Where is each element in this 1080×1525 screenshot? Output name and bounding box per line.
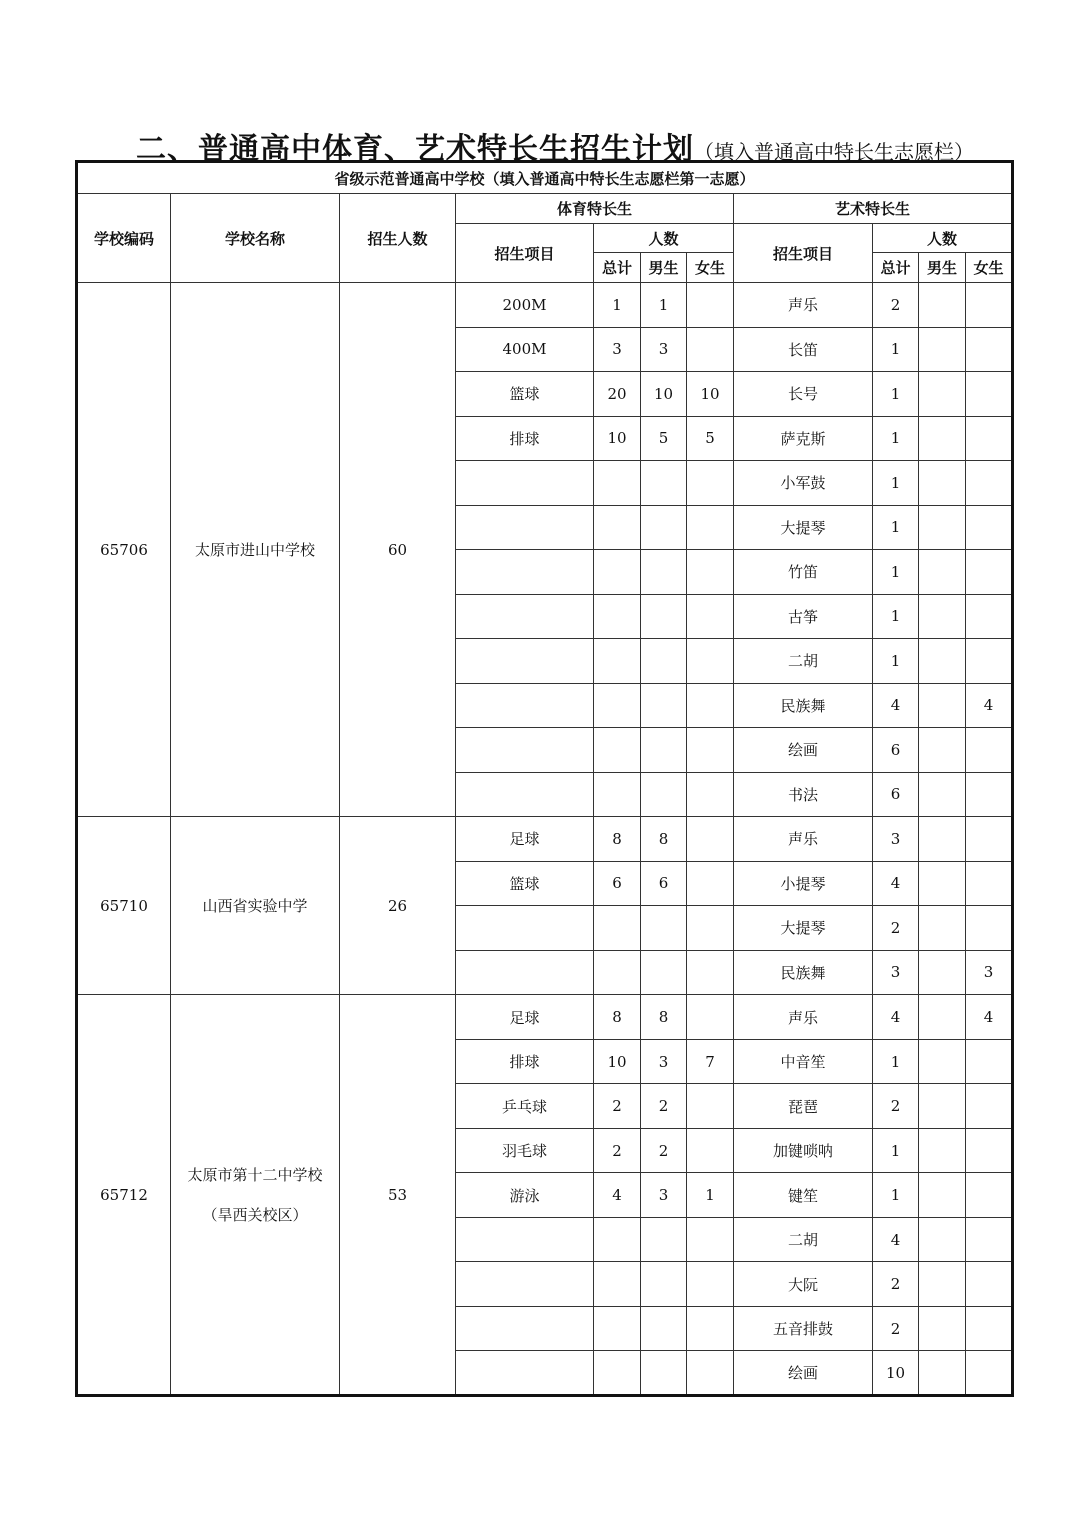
sports-total <box>594 550 641 595</box>
arts-male <box>919 861 966 906</box>
arts-male <box>919 416 966 461</box>
sports-male <box>641 461 687 506</box>
arts-female <box>966 861 1013 906</box>
arts-female <box>966 1128 1013 1173</box>
arts-female <box>966 594 1013 639</box>
sports-female <box>687 1128 734 1173</box>
sports-female <box>687 594 734 639</box>
enrollment-plan-table <box>75 160 1014 1397</box>
sports-male: 10 <box>641 372 687 417</box>
arts-item: 大提琴 <box>734 505 873 550</box>
arts-female <box>966 327 1013 372</box>
sports-female <box>687 505 734 550</box>
school-enrollment: 60 <box>340 283 456 817</box>
arts-item: 萨克斯 <box>734 416 873 461</box>
sports-item <box>456 639 594 684</box>
sports-total: 3 <box>594 327 641 372</box>
sports-female <box>687 1351 734 1396</box>
sports-female <box>687 1217 734 1262</box>
arts-female <box>966 505 1013 550</box>
sports-item: 足球 <box>456 817 594 862</box>
header-arts-item: 招生项目 <box>734 224 873 283</box>
sports-total <box>594 1262 641 1307</box>
arts-male <box>919 1262 966 1307</box>
arts-female <box>966 1084 1013 1129</box>
arts-total: 1 <box>873 416 919 461</box>
header-sports-item: 招生项目 <box>456 224 594 283</box>
arts-female <box>966 728 1013 773</box>
sports-male <box>641 1217 687 1262</box>
arts-male <box>919 728 966 773</box>
sports-total: 2 <box>594 1128 641 1173</box>
sports-item <box>456 1217 594 1262</box>
page-title <box>136 124 1036 167</box>
sports-female <box>687 950 734 995</box>
arts-female <box>966 416 1013 461</box>
sports-total <box>594 1217 641 1262</box>
arts-male <box>919 1084 966 1129</box>
header-school-code: 学校编码 <box>77 194 171 283</box>
sports-male <box>641 594 687 639</box>
arts-total: 3 <box>873 817 919 862</box>
arts-male <box>919 1173 966 1218</box>
header-sports-female: 女生 <box>687 253 734 283</box>
sports-male: 3 <box>641 1173 687 1218</box>
sports-female <box>687 1084 734 1129</box>
sports-female <box>687 861 734 906</box>
arts-male <box>919 1306 966 1351</box>
school-name <box>171 283 340 817</box>
arts-item: 书法 <box>734 772 873 817</box>
arts-item: 竹笛 <box>734 550 873 595</box>
sports-male: 6 <box>641 861 687 906</box>
arts-total: 2 <box>873 1262 919 1307</box>
arts-item: 二胡 <box>734 639 873 684</box>
section-title: 省级示范普通高中学校（填入普通高中特长生志愿栏第一志愿） <box>77 162 1013 194</box>
sports-male <box>641 906 687 951</box>
arts-female <box>966 906 1013 951</box>
arts-item: 声乐 <box>734 283 873 328</box>
arts-female <box>966 461 1013 506</box>
sports-female: 7 <box>687 1039 734 1084</box>
sports-female <box>687 461 734 506</box>
arts-female <box>966 1262 1013 1307</box>
sports-total <box>594 1351 641 1396</box>
header-school-name: 学校名称 <box>171 194 340 283</box>
arts-total: 10 <box>873 1351 919 1396</box>
arts-item: 大阮 <box>734 1262 873 1307</box>
arts-female <box>966 772 1013 817</box>
sports-male <box>641 550 687 595</box>
arts-male <box>919 550 966 595</box>
sports-total <box>594 505 641 550</box>
sports-total <box>594 772 641 817</box>
arts-female <box>966 372 1013 417</box>
sports-item <box>456 683 594 728</box>
arts-total: 1 <box>873 550 919 595</box>
sports-item: 400M <box>456 327 594 372</box>
sports-item: 羽毛球 <box>456 1128 594 1173</box>
school-name-line: 太原市第十二中学校 <box>187 1165 323 1184</box>
sports-male <box>641 1262 687 1307</box>
sports-male <box>641 683 687 728</box>
arts-female <box>966 1173 1013 1218</box>
arts-male <box>919 683 966 728</box>
sports-female: 10 <box>687 372 734 417</box>
sports-item: 排球 <box>456 1039 594 1084</box>
arts-item: 长笛 <box>734 327 873 372</box>
sports-female <box>687 1306 734 1351</box>
sports-male: 2 <box>641 1084 687 1129</box>
sports-male: 3 <box>641 327 687 372</box>
sports-total <box>594 683 641 728</box>
arts-item: 五音排鼓 <box>734 1306 873 1351</box>
arts-total: 4 <box>873 861 919 906</box>
arts-male <box>919 594 966 639</box>
arts-total: 6 <box>873 772 919 817</box>
sports-male <box>641 1306 687 1351</box>
arts-male <box>919 995 966 1040</box>
sports-item <box>456 1262 594 1307</box>
sports-female <box>687 906 734 951</box>
sports-item: 篮球 <box>456 372 594 417</box>
sports-female <box>687 817 734 862</box>
school-name-line: 太原市进山中学校 <box>194 541 315 560</box>
sports-item <box>456 1351 594 1396</box>
arts-female: 3 <box>966 950 1013 995</box>
sports-male: 8 <box>641 817 687 862</box>
school-name <box>171 817 340 995</box>
arts-item: 绘画 <box>734 728 873 773</box>
arts-male <box>919 1039 966 1084</box>
header-arts-total: 总计 <box>873 253 919 283</box>
arts-item: 古筝 <box>734 594 873 639</box>
header-row-1 <box>77 194 1013 224</box>
sports-total <box>594 728 641 773</box>
school-name <box>171 995 340 1396</box>
sports-item <box>456 1306 594 1351</box>
header-sports-total: 总计 <box>594 253 641 283</box>
arts-item: 民族舞 <box>734 950 873 995</box>
sports-female <box>687 683 734 728</box>
sports-total <box>594 639 641 684</box>
sports-item <box>456 505 594 550</box>
arts-item: 声乐 <box>734 995 873 1040</box>
sports-item <box>456 906 594 951</box>
sports-item <box>456 728 594 773</box>
arts-male <box>919 817 966 862</box>
arts-item: 大提琴 <box>734 906 873 951</box>
sports-male: 2 <box>641 1128 687 1173</box>
school-code: 65710 <box>77 817 171 995</box>
sports-total: 10 <box>594 1039 641 1084</box>
arts-item: 键笙 <box>734 1173 873 1218</box>
sports-male: 8 <box>641 995 687 1040</box>
arts-female <box>966 283 1013 328</box>
sports-male <box>641 772 687 817</box>
arts-total: 3 <box>873 950 919 995</box>
arts-female <box>966 1039 1013 1084</box>
sports-item <box>456 594 594 639</box>
school-enrollment: 53 <box>340 995 456 1396</box>
sports-female: 1 <box>687 1173 734 1218</box>
sports-item <box>456 772 594 817</box>
school-name-line: 山西省实验中学 <box>202 897 308 916</box>
arts-male <box>919 639 966 684</box>
arts-total: 1 <box>873 327 919 372</box>
sports-female <box>687 995 734 1040</box>
sports-male: 3 <box>641 1039 687 1084</box>
table-body <box>77 162 1013 1396</box>
arts-male <box>919 1128 966 1173</box>
sports-total: 2 <box>594 1084 641 1129</box>
arts-female <box>966 1217 1013 1262</box>
arts-item: 绘画 <box>734 1351 873 1396</box>
sports-female <box>687 639 734 684</box>
header-sports-count: 人数 <box>594 224 734 253</box>
arts-item: 加键唢呐 <box>734 1128 873 1173</box>
sports-total: 20 <box>594 372 641 417</box>
arts-total: 4 <box>873 995 919 1040</box>
arts-total: 6 <box>873 728 919 773</box>
arts-item: 小提琴 <box>734 861 873 906</box>
header-arts-group: 艺术特长生 <box>734 194 1013 224</box>
arts-item: 长号 <box>734 372 873 417</box>
sports-female: 5 <box>687 416 734 461</box>
arts-male <box>919 505 966 550</box>
arts-female <box>966 1306 1013 1351</box>
title-note: （填入普通高中特长生志愿栏） <box>694 140 974 164</box>
sports-male <box>641 1351 687 1396</box>
arts-male <box>919 327 966 372</box>
table-row <box>77 283 1013 328</box>
arts-male <box>919 772 966 817</box>
arts-female <box>966 1351 1013 1396</box>
arts-female <box>966 817 1013 862</box>
sports-item: 足球 <box>456 995 594 1040</box>
sports-female <box>687 772 734 817</box>
sports-male <box>641 505 687 550</box>
sports-total <box>594 1306 641 1351</box>
sports-item: 排球 <box>456 416 594 461</box>
arts-male <box>919 283 966 328</box>
sports-item <box>456 950 594 995</box>
sports-item <box>456 461 594 506</box>
header-arts-count: 人数 <box>873 224 1013 253</box>
arts-total: 2 <box>873 283 919 328</box>
header-sports-male: 男生 <box>641 253 687 283</box>
arts-total: 1 <box>873 1039 919 1084</box>
sports-item: 游泳 <box>456 1173 594 1218</box>
table-row <box>77 995 1013 1040</box>
arts-female: 4 <box>966 683 1013 728</box>
arts-total: 1 <box>873 505 919 550</box>
arts-total: 1 <box>873 461 919 506</box>
sports-female <box>687 550 734 595</box>
sports-female <box>687 327 734 372</box>
school-code: 65712 <box>77 995 171 1396</box>
arts-male <box>919 372 966 417</box>
arts-female: 4 <box>966 995 1013 1040</box>
arts-item: 二胡 <box>734 1217 873 1262</box>
sports-total: 6 <box>594 861 641 906</box>
arts-female <box>966 639 1013 684</box>
arts-total: 2 <box>873 906 919 951</box>
sports-total: 8 <box>594 817 641 862</box>
sports-total <box>594 906 641 951</box>
sports-total: 1 <box>594 283 641 328</box>
arts-item: 小军鼓 <box>734 461 873 506</box>
sports-total <box>594 461 641 506</box>
sports-total <box>594 594 641 639</box>
sports-total <box>594 950 641 995</box>
sports-male <box>641 728 687 773</box>
table-row <box>77 817 1013 862</box>
school-name-subline: （旱西关校区） <box>202 1205 308 1224</box>
sports-male: 1 <box>641 283 687 328</box>
arts-male <box>919 1351 966 1396</box>
sports-item: 乒乓球 <box>456 1084 594 1129</box>
sports-female <box>687 1262 734 1307</box>
arts-male <box>919 461 966 506</box>
sports-item <box>456 550 594 595</box>
arts-total: 1 <box>873 372 919 417</box>
sports-female <box>687 728 734 773</box>
section-title-row <box>77 162 1013 194</box>
header-sports-group: 体育特长生 <box>456 194 734 224</box>
header-arts-female: 女生 <box>966 253 1013 283</box>
school-code: 65706 <box>77 283 171 817</box>
sports-total: 8 <box>594 995 641 1040</box>
header-arts-male: 男生 <box>919 253 966 283</box>
arts-male <box>919 1217 966 1262</box>
header-enrollment: 招生人数 <box>340 194 456 283</box>
arts-total: 1 <box>873 1173 919 1218</box>
sports-total: 4 <box>594 1173 641 1218</box>
arts-total: 1 <box>873 639 919 684</box>
arts-item: 中音笙 <box>734 1039 873 1084</box>
sports-female <box>687 283 734 328</box>
sports-total: 10 <box>594 416 641 461</box>
arts-total: 2 <box>873 1084 919 1129</box>
arts-total: 2 <box>873 1306 919 1351</box>
school-enrollment: 26 <box>340 817 456 995</box>
arts-total: 1 <box>873 1128 919 1173</box>
sports-male: 5 <box>641 416 687 461</box>
arts-item: 声乐 <box>734 817 873 862</box>
arts-female <box>966 550 1013 595</box>
title-main: 二、普通高中体育、艺术特长生招生计划 <box>136 132 694 167</box>
sports-item: 篮球 <box>456 861 594 906</box>
arts-male <box>919 906 966 951</box>
arts-total: 4 <box>873 683 919 728</box>
sports-item: 200M <box>456 283 594 328</box>
sports-male <box>641 639 687 684</box>
arts-total: 1 <box>873 594 919 639</box>
arts-male <box>919 950 966 995</box>
arts-total: 4 <box>873 1217 919 1262</box>
arts-item: 民族舞 <box>734 683 873 728</box>
sports-male <box>641 950 687 995</box>
arts-item: 琵琶 <box>734 1084 873 1129</box>
